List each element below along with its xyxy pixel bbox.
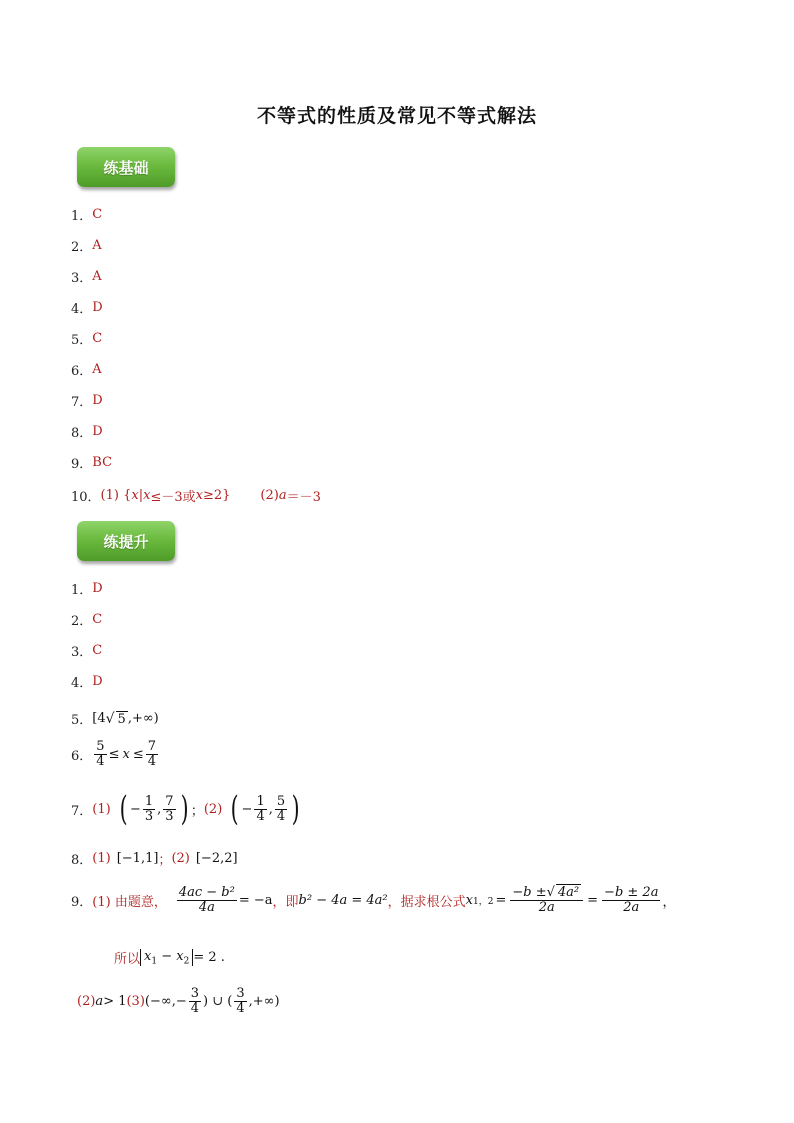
page-title: 不等式的性质及常见不等式解法	[256, 105, 537, 127]
answer-value: D	[92, 300, 103, 315]
adv-q6	[71, 740, 160, 768]
answer-value: D	[92, 581, 103, 596]
question-number: 1．	[71, 209, 93, 224]
question-number: 8．	[71, 853, 93, 868]
question-number: 6．	[71, 748, 93, 764]
answer-row	[71, 422, 103, 441]
basic-q10	[71, 486, 321, 505]
equals: =	[495, 892, 507, 908]
fraction: $\frac{1}{3}$	[144, 793, 154, 824]
answer-value: C	[92, 643, 103, 658]
minus-sign: −	[129, 801, 141, 817]
part-2-label: (2)	[171, 851, 190, 866]
condition-1: ≤－3或	[150, 490, 196, 505]
set-bar: |	[138, 488, 144, 503]
answer-row	[71, 267, 102, 286]
answer-value: D	[92, 424, 103, 439]
equation: = −a	[238, 892, 273, 908]
answer-value: C	[92, 331, 103, 346]
answer-row	[71, 610, 102, 629]
comma: ,	[157, 801, 162, 817]
adv-q9-conclusion	[114, 948, 225, 967]
part-2-label: (2)	[203, 801, 223, 817]
var-x: x	[143, 488, 151, 503]
question-number: 2．	[71, 614, 93, 629]
var-x: x	[465, 892, 473, 908]
union: ) ∪ (	[203, 993, 233, 1009]
comma: ,	[268, 801, 273, 817]
question-number: 6．	[71, 364, 93, 379]
answer-row	[71, 391, 103, 410]
question-number: 4．	[71, 302, 93, 317]
part-2-label: (2)	[260, 488, 279, 503]
answer-value: ＝－3	[286, 490, 321, 505]
equation: = 2 .	[193, 950, 225, 965]
var-x: x	[122, 746, 130, 762]
fraction: $\frac{5}{4}$	[276, 793, 286, 824]
section-advanced-button[interactable]: 练提升	[77, 521, 175, 561]
part-1-label: (1)	[92, 801, 111, 817]
text: 所以	[114, 952, 141, 967]
adv-q9-parts	[77, 987, 280, 1015]
answer-value: C	[92, 207, 103, 222]
var-a: a	[278, 488, 287, 503]
fraction: $\frac{1}{4}$	[256, 793, 265, 824]
adv-q5: 5． [4 √ 5 ,+∞)	[71, 710, 159, 728]
var-x: x	[195, 488, 203, 503]
subscript: 1，2	[473, 896, 494, 907]
equation: b² − 4a = 4a²	[298, 892, 388, 908]
question-number: 3．	[71, 645, 93, 660]
answer-row	[71, 641, 102, 660]
part-3-label: (3)	[126, 993, 145, 1009]
radicand: 5	[117, 711, 126, 727]
answer-row	[71, 236, 102, 255]
question-number: 5．	[71, 333, 93, 348]
minus-sign: −	[241, 801, 253, 817]
absolute-value: $x_1 - x_2$	[140, 949, 193, 967]
question-number: 7．	[71, 395, 93, 410]
question-number: 1．	[71, 583, 93, 598]
interval-1: [−1,1]	[116, 851, 159, 866]
answer-value: C	[92, 612, 103, 627]
fraction: $\frac{3}{4}$	[190, 986, 200, 1016]
answer-row	[71, 205, 102, 224]
answer-value: A	[92, 269, 102, 284]
answer-row	[71, 360, 102, 379]
var-a: a	[95, 993, 104, 1009]
condition-2: ≥2}	[202, 488, 231, 503]
question-number: 9．	[71, 457, 93, 472]
text: ，即	[272, 894, 299, 910]
question-number: 3．	[71, 271, 93, 286]
adv-q7	[71, 789, 302, 829]
answer-value: D	[92, 393, 103, 408]
separator: ；	[190, 803, 204, 819]
part-1-label: (1) 由题意，	[92, 894, 167, 910]
interval-2: [−2,2]	[195, 851, 238, 866]
adv-q9	[71, 886, 675, 914]
le-sign: ≤	[108, 746, 120, 762]
fraction: $\frac{\text{4ac − b²}}{4a}$	[178, 885, 235, 915]
equals: =	[587, 892, 599, 908]
fraction: $\frac{7}{4}$	[147, 739, 156, 769]
question-number: 10．	[71, 490, 101, 505]
answer-row	[71, 672, 103, 691]
section-basic-button[interactable]: 练基础	[77, 147, 175, 187]
answer-value: D	[92, 674, 103, 689]
right-paren: )	[291, 789, 300, 829]
left-paren: (	[230, 789, 239, 829]
text: ，据求根公式	[387, 894, 466, 910]
interval-open: [4	[92, 711, 106, 726]
fraction: $\frac{\text{−b ±√ 4a²}}{2a}$	[510, 886, 583, 914]
inequality: > 1	[103, 993, 127, 1009]
interval-open: (−∞,−	[144, 993, 187, 1009]
fraction: $\frac{7}{3}$	[165, 793, 174, 824]
answer-row	[71, 329, 102, 348]
right-paren: )	[180, 789, 189, 829]
left-paren: (	[119, 789, 128, 829]
answer-value: BC	[92, 455, 113, 470]
fraction: $\frac{3}{4}$	[236, 986, 245, 1016]
answer-row	[71, 298, 103, 317]
question-number: 7．	[71, 803, 93, 819]
question-number: 4．	[71, 676, 93, 691]
answer-row	[71, 579, 103, 598]
question-number: 8．	[71, 426, 93, 441]
fraction: $\frac{5}{4}$	[96, 739, 105, 769]
part-1-label: (1) {	[100, 488, 132, 503]
question-number: 2．	[71, 240, 93, 255]
interval-close: ,+∞)	[248, 993, 280, 1009]
interval-rest: ,+∞)	[127, 711, 159, 726]
answer-value: A	[92, 238, 102, 253]
separator: ；	[158, 853, 172, 868]
part-1-label: (1)	[92, 851, 111, 866]
le-sign: ≤	[132, 746, 144, 762]
part-2-label: (2)	[77, 993, 96, 1009]
var-x: x	[131, 488, 139, 503]
question-number: 9．	[71, 894, 93, 910]
answer-row	[71, 453, 112, 472]
fraction: $\frac{-b \pm 2a}{2a}$	[604, 885, 659, 915]
question-number: 5．	[71, 713, 93, 728]
answer-value: A	[92, 362, 102, 377]
punctuation: ，	[662, 894, 676, 910]
adv-q8	[71, 849, 238, 868]
